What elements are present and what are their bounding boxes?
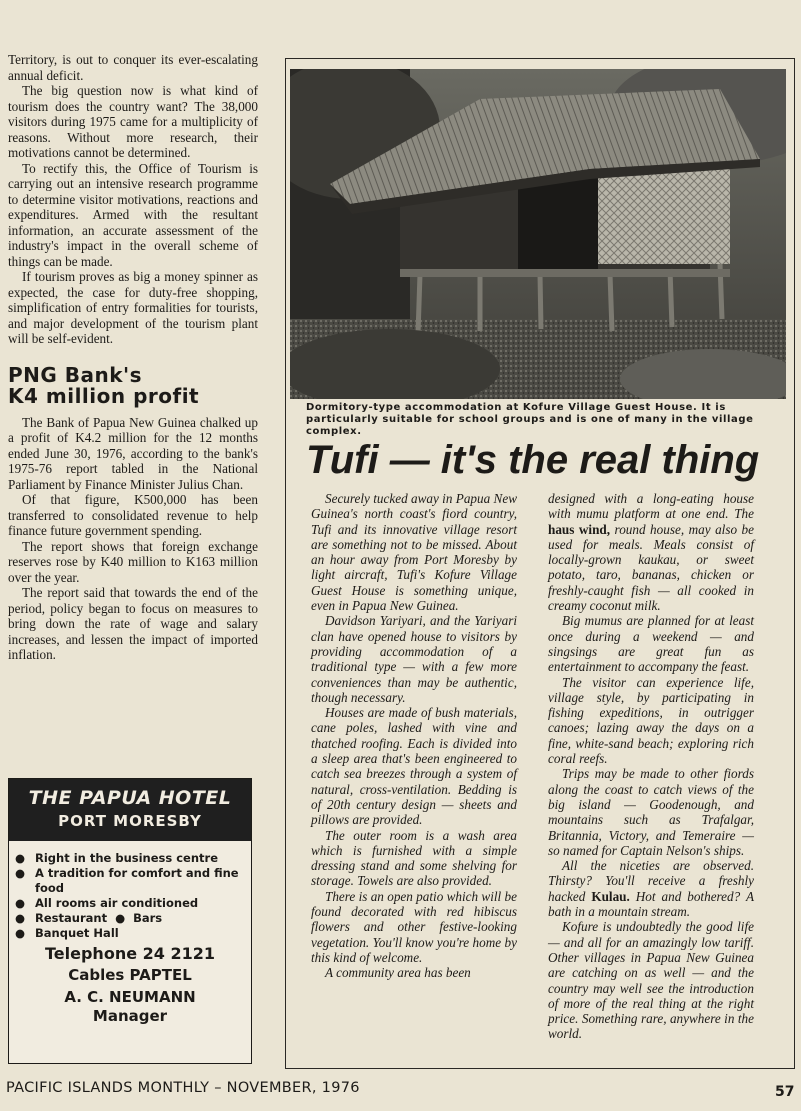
- hut-photo-illustration: [290, 69, 786, 399]
- article-paragraph: Big mumus are planned for at least once during a weekend — and singsings are great fun as entertainment to accompany the feast.: [548, 613, 754, 675]
- article-paragraph: Houses are made of bush materials, cane poles, lashed with vine and thatched roofing. Each is divided into a sleep area that's been engineered to catch sea breezes through a system of natural, cross-ventilation. Bedding is of 20th century design — sheets and pillows are provided.: [311, 705, 517, 828]
- hotel-feature: ● All rooms air conditioned: [15, 896, 199, 910]
- left-column: [8, 52, 258, 663]
- guest-house-photo: [290, 69, 786, 399]
- photo-caption: Dormitory-type accommodation at Kofure Village Guest House. It is particularly suitable for school groups and is one of many in the village complex.: [306, 402, 754, 437]
- article-paragraph: The outer room is a wash area which is furnished with a simple dressing stand and some shelving for storage. Towels are also provided.: [311, 827, 517, 889]
- bank-paragraph: Of that figure, K500,000 has been transferred to consolidated revenue to help finance future government spending.: [8, 492, 258, 538]
- bullet-icon: ●: [15, 866, 26, 880]
- hotel-cables: Cables PAPTEL: [68, 966, 192, 984]
- bank-heading: [8, 362, 258, 408]
- bullet-icon: ●: [115, 911, 126, 925]
- bullet-icon: ●: [15, 896, 26, 910]
- hotel-manager-title: Manager: [92, 1007, 168, 1025]
- hotel-feature: ● A tradition for comfort and fine food: [15, 866, 239, 895]
- article-paragraph: Kofure is undoubtedly the good life — and all for an amazingly low tariff. Other villages in Papua New Guinea are catching on as well — and the country may well see the introduction of more of the real thing at the right price. Something rare, anywhere in the world.: [548, 919, 754, 1042]
- article-column-1: [311, 491, 517, 981]
- bullet-icon: ●: [15, 911, 26, 925]
- bank-heading-line-1: PNG Bank's: [8, 362, 143, 387]
- hotel-feature: ● Right in the business centre: [15, 851, 218, 865]
- tourism-paragraph: To rectify this, the Office of Tourism is carrying out an intensive research programme to determine visitor motivations, reactions and expenditures. Armed with the resultant information, an accurate assessment of the industry's impact in the overall scheme of things can be made.: [8, 160, 258, 269]
- hotel-banner: [9, 779, 251, 841]
- tourism-paragraph: If tourism proves as big a money spinner as expected, the case for duty-free shopping, simplification of entry formalities for tourists, and major development of the tourism plant will be self-evident.: [8, 269, 258, 346]
- tourism-paragraph: The big question now is what kind of tourism does the country want? The 38,000 visitors during 1975 came for a multiplicity of reasons. Without more research, their motivations cannot be determined.: [8, 83, 258, 160]
- bank-heading-line-2: K4 million profit: [8, 383, 200, 408]
- hotel-telephone: Telephone 24 2121: [45, 944, 215, 963]
- haus-wind-term: haus wind,: [548, 521, 611, 537]
- kulau-term: Kulau.: [591, 888, 630, 904]
- article-paragraph: Securely tucked away in Papua New Guinea's north coast's fiord country, Tufi and its innovative village resort are something not to be missed. About an hour away from Port Moresby by light aircraft, Tufi's Kofure Village Guest House is something unique, even in Papua New Guinea.: [311, 491, 517, 614]
- article-paragraph: The visitor can experience life, village style, by participating in fishing expeditions, in outrigger canoes; lazing away the days on a fine, white-sand beach; exploring rich coral reefs.: [548, 674, 754, 767]
- tourism-paragraph: Territory, is out to conquer its ever-escalating annual deficit.: [8, 52, 258, 83]
- publication-footer: PACIFIC ISLANDS MONTHLY – NOVEMBER, 1976: [6, 1080, 360, 1096]
- article-paragraph: Davidson Yariyari, and the Yariyari clan have opened house to visitors by providing accommodation of a traditional type — with a few more conveniences than may be authentic, though necessary.: [311, 613, 517, 705]
- bullet-icon: ●: [15, 926, 26, 940]
- tufi-article: [285, 58, 795, 1069]
- hotel-feature: ● Restaurant ● Bars: [15, 911, 163, 925]
- hotel-feature: ● Banquet Hall: [15, 926, 119, 940]
- article-paragraph: designed with a long-eating house with mumu platform at one end. The haus wind, round house, may also be used for meals. Meals consist of locally-grown kaukau, or sweet potato, taro, bananas, chicken or freshly-caught fish — all cooked in creamy coconut milk.: [548, 491, 754, 614]
- page-number: 57: [775, 1084, 795, 1100]
- bank-paragraph: The report shows that foreign exchange reserves rose by K40 million to K163 million over the year.: [8, 538, 258, 585]
- hotel-feature-list: [9, 851, 251, 941]
- article-headline: Tufi — it's the real thing: [306, 438, 760, 482]
- article-paragraph: There is an open patio which will be found decorated with red hibiscus flowers and other festive-looking vegetation. You'll know you're home by this kind of welcome.: [311, 888, 517, 965]
- bank-paragraph: The report said that towards the end of the period, policy began to focus on measures to bring down the rate of wage and salary increases, and lessen the impact of imported inflation.: [8, 585, 258, 662]
- hotel-advertisement: [8, 778, 252, 1064]
- article-paragraph: A community area has been: [325, 965, 471, 981]
- hotel-city: PORT MORESBY: [58, 812, 202, 830]
- bullet-icon: ●: [15, 851, 26, 865]
- bank-paragraph: The Bank of Papua New Guinea chalked up a profit of K4.2 million for the 12 months ended June 30, 1976, according to the bank's 1975-76 report tabled in the National Parliament by Finance Minister Julius Chan.: [8, 414, 258, 492]
- hotel-manager-name: A. C. NEUMANN: [64, 988, 196, 1006]
- article-paragraph: Trips may be made to other fiords along the coast to catch views of the big island — Goodenough, and mountains such as Trafalgar, Britannia, Victory, and Temeraire — so named for Captain Nelson's ships.: [548, 766, 754, 858]
- article-paragraph: All the niceties are observed. Thirsty? You'll receive a freshly hacked Kulau. Hot and bothered? A bath in a mountain stream.: [548, 858, 755, 920]
- hotel-title: THE PAPUA HOTEL: [28, 787, 232, 809]
- article-column-2: [548, 491, 754, 1042]
